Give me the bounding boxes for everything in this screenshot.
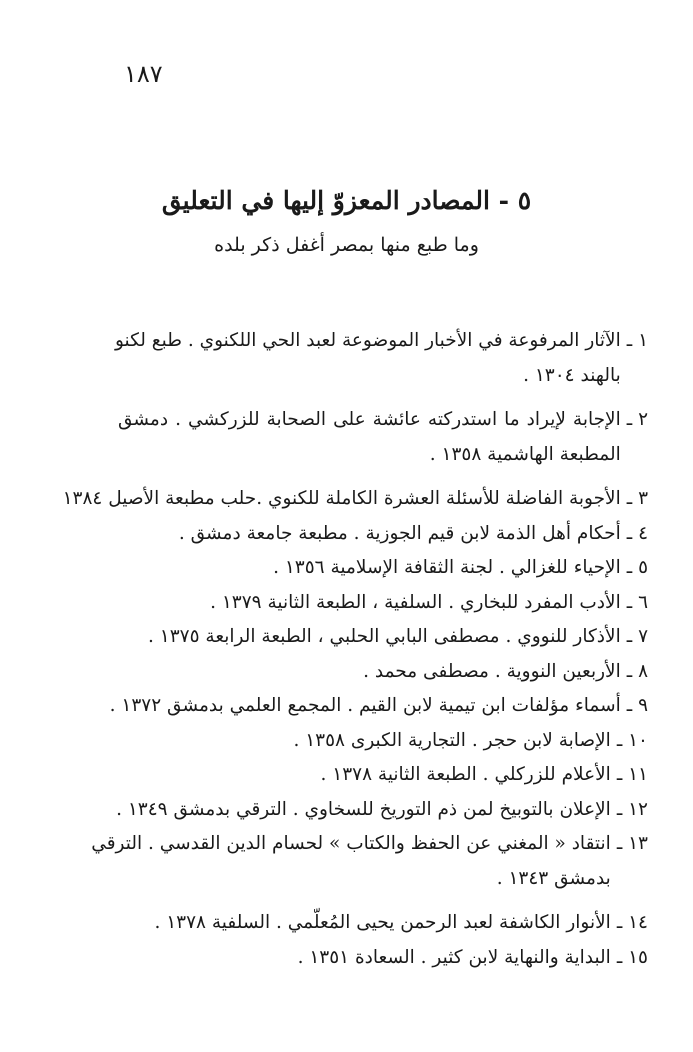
entry-number: ٤ ـ xyxy=(626,522,648,544)
bibliography-entry xyxy=(118,517,648,552)
entry-number: ٩ ـ xyxy=(626,695,648,716)
entry-text xyxy=(118,517,621,552)
bibliography-list xyxy=(62,324,648,975)
entry-number: ٣ ـ xyxy=(626,488,648,509)
entry-line: الأربعين النووية . مصطفى محمد . xyxy=(363,660,621,682)
entry-number: ٢ ـ xyxy=(626,409,648,430)
section-title: ٥ - المصادر المعزوّ إليها في التعليق xyxy=(161,186,532,215)
entry-text xyxy=(118,620,621,655)
entry-line: الإحياء للغزالي . لجنة الثقافة الإسلامية ١٣٥٦ . xyxy=(273,557,621,578)
entry-number: ١١ ـ xyxy=(616,764,648,785)
entry-number: ٥ ـ xyxy=(626,557,648,578)
entry-line: انتقاد « المغني عن الحفظ والكتاب » لحسام الدين القدسي . الترقي xyxy=(91,833,611,854)
bibliography-entry xyxy=(118,551,648,586)
bibliography-entry xyxy=(109,689,648,724)
bibliography-entry xyxy=(118,655,648,690)
entry-number: ٦ ـ xyxy=(626,591,648,613)
entry-line: البداية والنهاية لابن كثير . السعادة ١٣٥١ . xyxy=(297,946,611,968)
bibliography-entry xyxy=(118,586,648,621)
entry-text xyxy=(118,586,621,621)
entry-text xyxy=(91,827,611,896)
entry-line: أسماء مؤلفات ابن تيمية لابن القيم . المجمع العلمي بدمشق ١٣٧٢ . xyxy=(109,695,621,716)
entry-text xyxy=(63,482,621,517)
entry-number: ١٤ ـ xyxy=(616,912,648,933)
bibliography-entry xyxy=(118,758,648,793)
entry-number: ١٥ ـ xyxy=(616,946,648,968)
entry-line: بالهند ١٣٠٤ . xyxy=(523,364,621,386)
entry-number: ١٢ ـ xyxy=(616,798,648,820)
entry-text xyxy=(118,906,611,941)
entry-text xyxy=(110,689,621,724)
bibliography-entry xyxy=(118,403,648,472)
entry-number: ١ ـ xyxy=(626,330,648,351)
entry-line: الأذكار للنووي . مصطفى البابي الحلبي ، الطبعة الرابعة ١٣٧٥ . xyxy=(148,626,621,647)
bibliography-entry xyxy=(118,941,648,976)
entry-text xyxy=(118,403,621,472)
entry-line: أحكام أهل الذمة لابن قيم الجوزية . مطبعة جامعة دمشق . xyxy=(178,522,621,544)
bibliography-entry xyxy=(118,793,648,828)
entry-text xyxy=(118,655,621,690)
entry-number: ٨ ـ xyxy=(626,660,648,682)
entry-number: ١٠ ـ xyxy=(616,729,648,751)
bibliography-entry xyxy=(118,724,648,759)
bibliography-entry xyxy=(62,482,648,517)
entry-text xyxy=(118,724,611,759)
entry-text xyxy=(115,324,621,393)
entry-number: ٧ ـ xyxy=(626,626,648,647)
entry-line: الأجوبة الفاضلة للأسئلة العشرة الكاملة للكنوي .حلب مطبعة الأصيل ١٣٨٤ xyxy=(62,488,621,509)
entry-line: المطبعة الهاشمية ١٣٥٨ . xyxy=(429,443,621,465)
bibliography-entry xyxy=(118,620,648,655)
entry-line: الإجابة لإيراد ما استدركته عائشة على الصحابة للزركشي . دمشق xyxy=(118,409,621,430)
section-subtitle: وما طبع منها بمصر أغفل ذكر بلده xyxy=(214,234,479,256)
page-number: ١٨٧ xyxy=(124,60,163,88)
entry-line: الإصابة لابن حجر . التجارية الكبرى ١٣٥٨ . xyxy=(293,729,611,751)
entry-line: الإعلان بالتوبيخ لمن ذم التوريخ للسخاوي . الترقي بدمشق ١٣٤٩ . xyxy=(116,798,611,820)
entry-text xyxy=(118,941,611,976)
entry-text xyxy=(116,793,611,828)
entry-line: الأدب المفرد للبخاري . السلفية ، الطبعة الثانية ١٣٧٩ . xyxy=(210,591,621,613)
entry-text xyxy=(118,758,611,793)
bibliography-entry xyxy=(118,906,648,941)
bibliography-entry xyxy=(114,324,648,393)
entry-number: ١٣ ـ xyxy=(616,833,648,854)
entry-line: الأنوار الكاشفة لعبد الرحمن يحيى المُعلّمي . السلفية ١٣٧٨ . xyxy=(154,912,611,933)
entry-line: الآثار المرفوعة في الأخبار الموضوعة لعبد الحي اللكنوي . طبع لكنو xyxy=(114,330,621,351)
entry-line: الأعلام للزركلي . الطبعة الثانية ١٣٧٨ . xyxy=(320,764,611,785)
entry-text xyxy=(118,551,621,586)
bibliography-entry xyxy=(91,827,648,896)
entry-line: بدمشق ١٣٤٣ . xyxy=(496,867,611,889)
